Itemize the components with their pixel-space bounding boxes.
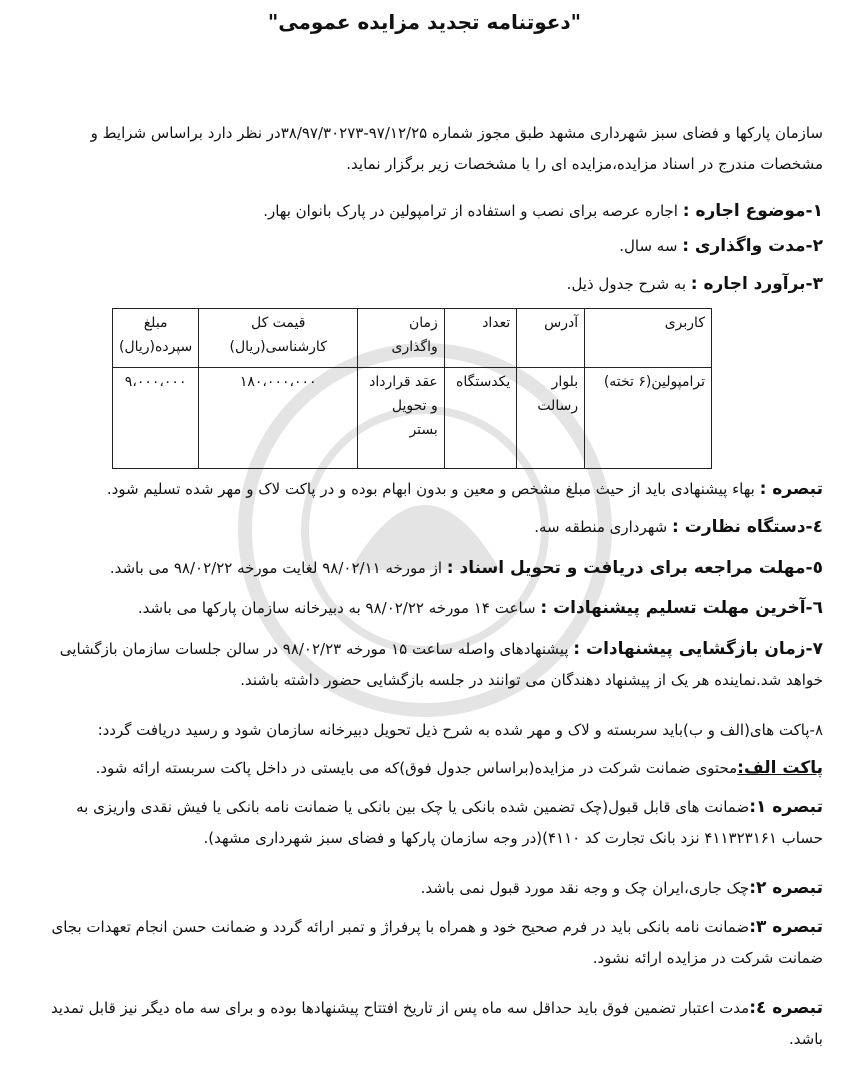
note-2 — [23, 873, 823, 904]
item-opening — [23, 634, 823, 696]
note-price — [23, 474, 823, 505]
header-time: زمان واگذاری — [358, 309, 445, 368]
item-opening-label: ۷-زمان بازگشایی پیشنهادات : — [573, 639, 823, 659]
note-1-text: ضمانت های قابل قبول(چک تضمین شده بانکی یا چک بین بانکی یا ضمانت نامه بانکی یا فیش نقدی واریزی به — [76, 798, 750, 816]
page-title: "دعوتنامه تجدید مزایده عمومی" — [267, 10, 582, 34]
note-4-line-2: باشد. — [789, 1030, 823, 1048]
note-3-line-2: ضمانت شرکت در مزایده ارائه نشود. — [592, 949, 823, 967]
note-2-text: چک جاری،ایران چک و وجه نقد مورد قبول نمی باشد. — [420, 879, 750, 897]
note-price-text: بهاء پیشنهادی باید از حیث مبلغ مشخص و معین و بدون ابهام بوده و در پاکت لاک و مهر شده تسلیم شود. — [106, 480, 760, 498]
item-deadline-docs-text: از مورخه ۹۸/۰۲/۱۱ لغایت مورخه ۹۸/۰۲/۲۲ می باشد. — [109, 559, 447, 577]
intro-line-2: مشخصات مندرج در اسناد مزایده،مزایده ای را با مشخصات زیر برگزار نماید. — [346, 155, 823, 173]
item-opening-text: پیشنهادهای واصله ساعت ۱۵ مورخه ۹۸/۰۲/۲۳ در سالن جلسات سازمان بازگشایی — [59, 640, 574, 658]
header-count: تعداد — [444, 309, 517, 368]
cell-deposit: ۹،۰۰۰،۰۰۰ — [113, 368, 199, 469]
note-3-text: ضمانت نامه بانکی باید در فرم صحیح خود و همراه با پرفراژ و تمبر ارائه گردد و ضمانت حسن انجام تعهدات بجای — [51, 918, 750, 936]
item-subject — [23, 196, 823, 227]
item-supervisor — [23, 512, 823, 543]
note-price-label: تبصره : — [759, 479, 823, 499]
item-envelopes-text: ۸-پاکت های(الف و ب)باید سربسته و لاک و مهر شده به شرح ذیل تحویل دبیرخانه سازمان شود و رسید دریافت گردد: — [97, 721, 823, 739]
item-duration-text: سه سال. — [619, 237, 683, 255]
note-3 — [23, 912, 823, 974]
note-2-label: تبصره ۲: — [749, 878, 823, 898]
item-estimate — [23, 269, 823, 300]
item-deadline-bids-label: ٦-آخرین مهلت تسلیم پیشنهادات : — [540, 598, 823, 618]
item-deadline-bids — [23, 593, 823, 624]
cell-price: ۱۸۰،۰۰۰،۰۰۰ — [199, 368, 358, 469]
item-deadline-docs-label: ٥-مهلت مراجعه برای دریافت و تحویل اسناد : — [446, 558, 823, 578]
item-duration — [23, 231, 823, 262]
item-supervisor-text: شهرداری منطقه سه. — [534, 518, 673, 536]
intro-line-1: سازمان پارکها و فضای سبز شهرداری مشهد طبق مجوز شماره ۹۷/۱۲/۲۵-۳۸/۹۷/۳۰۲۷۳در نظر دارد براساس شرایط و — [90, 124, 823, 142]
item-deadline-docs — [23, 553, 823, 584]
cell-address: بلوار رسالت — [517, 368, 585, 469]
item-duration-label: ۲-مدت واگذاری : — [682, 236, 823, 256]
cell-usage: ترامپولین(۶ تخته) — [585, 368, 712, 469]
item-opening-line-2: خواهد شد.نماینده هر یک از پیشنهاد دهندگان می توانند در جلسه بازگشایی حضور داشته باشند. — [240, 671, 823, 689]
item-estimate-label: ۳-برآورد اجاره : — [690, 274, 823, 294]
note-1-label: تبصره ۱: — [749, 797, 823, 817]
note-3-line-1 — [23, 912, 823, 943]
item-supervisor-label: ٤-دستگاه نظارت : — [672, 517, 823, 537]
cell-time: عقد قرارداد و تحویل بستر — [358, 368, 445, 469]
item-deadline-bids-text: ساعت ۱۴ مورخه ۹۸/۰۲/۲۲ به دبیرخانه سازمان پارکها می باشد. — [137, 599, 541, 617]
intro-paragraph — [23, 118, 823, 180]
note-1-line-2: حساب ۴۱۱۳۲۳۱۶۱ نزد بانک تجارت کد ۴۱۱۰)(در وجه سازمان پارکها و فضای سبز شهرداری مشهد). — [203, 829, 823, 847]
envelope-a-label: پاکت الف: — [737, 758, 823, 778]
note-1-line-1 — [23, 792, 823, 823]
lease-table — [112, 308, 712, 469]
header-price: قیمت کل کارشناسی(ریال) — [199, 309, 358, 368]
note-4-text: مدت اعتبار تضمین فوق باید حداقل سه ماه پس از تاریخ افتتاح پیشنهادها بوده و برای سه ماه دیگر نیز قابل تمدید — [50, 999, 750, 1017]
table-row — [113, 368, 712, 469]
header-usage: کاربری — [585, 309, 712, 368]
note-3-label: تبصره ۳: — [749, 917, 823, 937]
note-1 — [23, 792, 823, 854]
envelope-a-text: محتوی ضمانت شرکت در مزایده(براساس جدول فوق)که می بایستی در داخل پاکت سربسته ارائه شود. — [95, 759, 738, 777]
envelope-a — [23, 753, 823, 784]
item-estimate-text: به شرح جدول ذیل. — [566, 275, 691, 293]
item-envelopes — [23, 715, 823, 746]
item-subject-label: ۱-موضوع اجاره : — [682, 201, 823, 221]
note-4 — [23, 993, 823, 1055]
item-opening-line-1 — [23, 634, 823, 665]
note-4-label: تبصره ٤: — [749, 998, 823, 1018]
header-deposit: مبلغ سپرده(ریال) — [113, 309, 199, 368]
header-address: آدرس — [517, 309, 585, 368]
note-4-line-1 — [23, 993, 823, 1024]
table-header-row — [113, 309, 712, 368]
item-subject-text: اجاره عرصه برای نصب و استفاده از ترامپولین در پارک بانوان بهار. — [263, 202, 683, 220]
cell-count: یکدستگاه — [444, 368, 517, 469]
